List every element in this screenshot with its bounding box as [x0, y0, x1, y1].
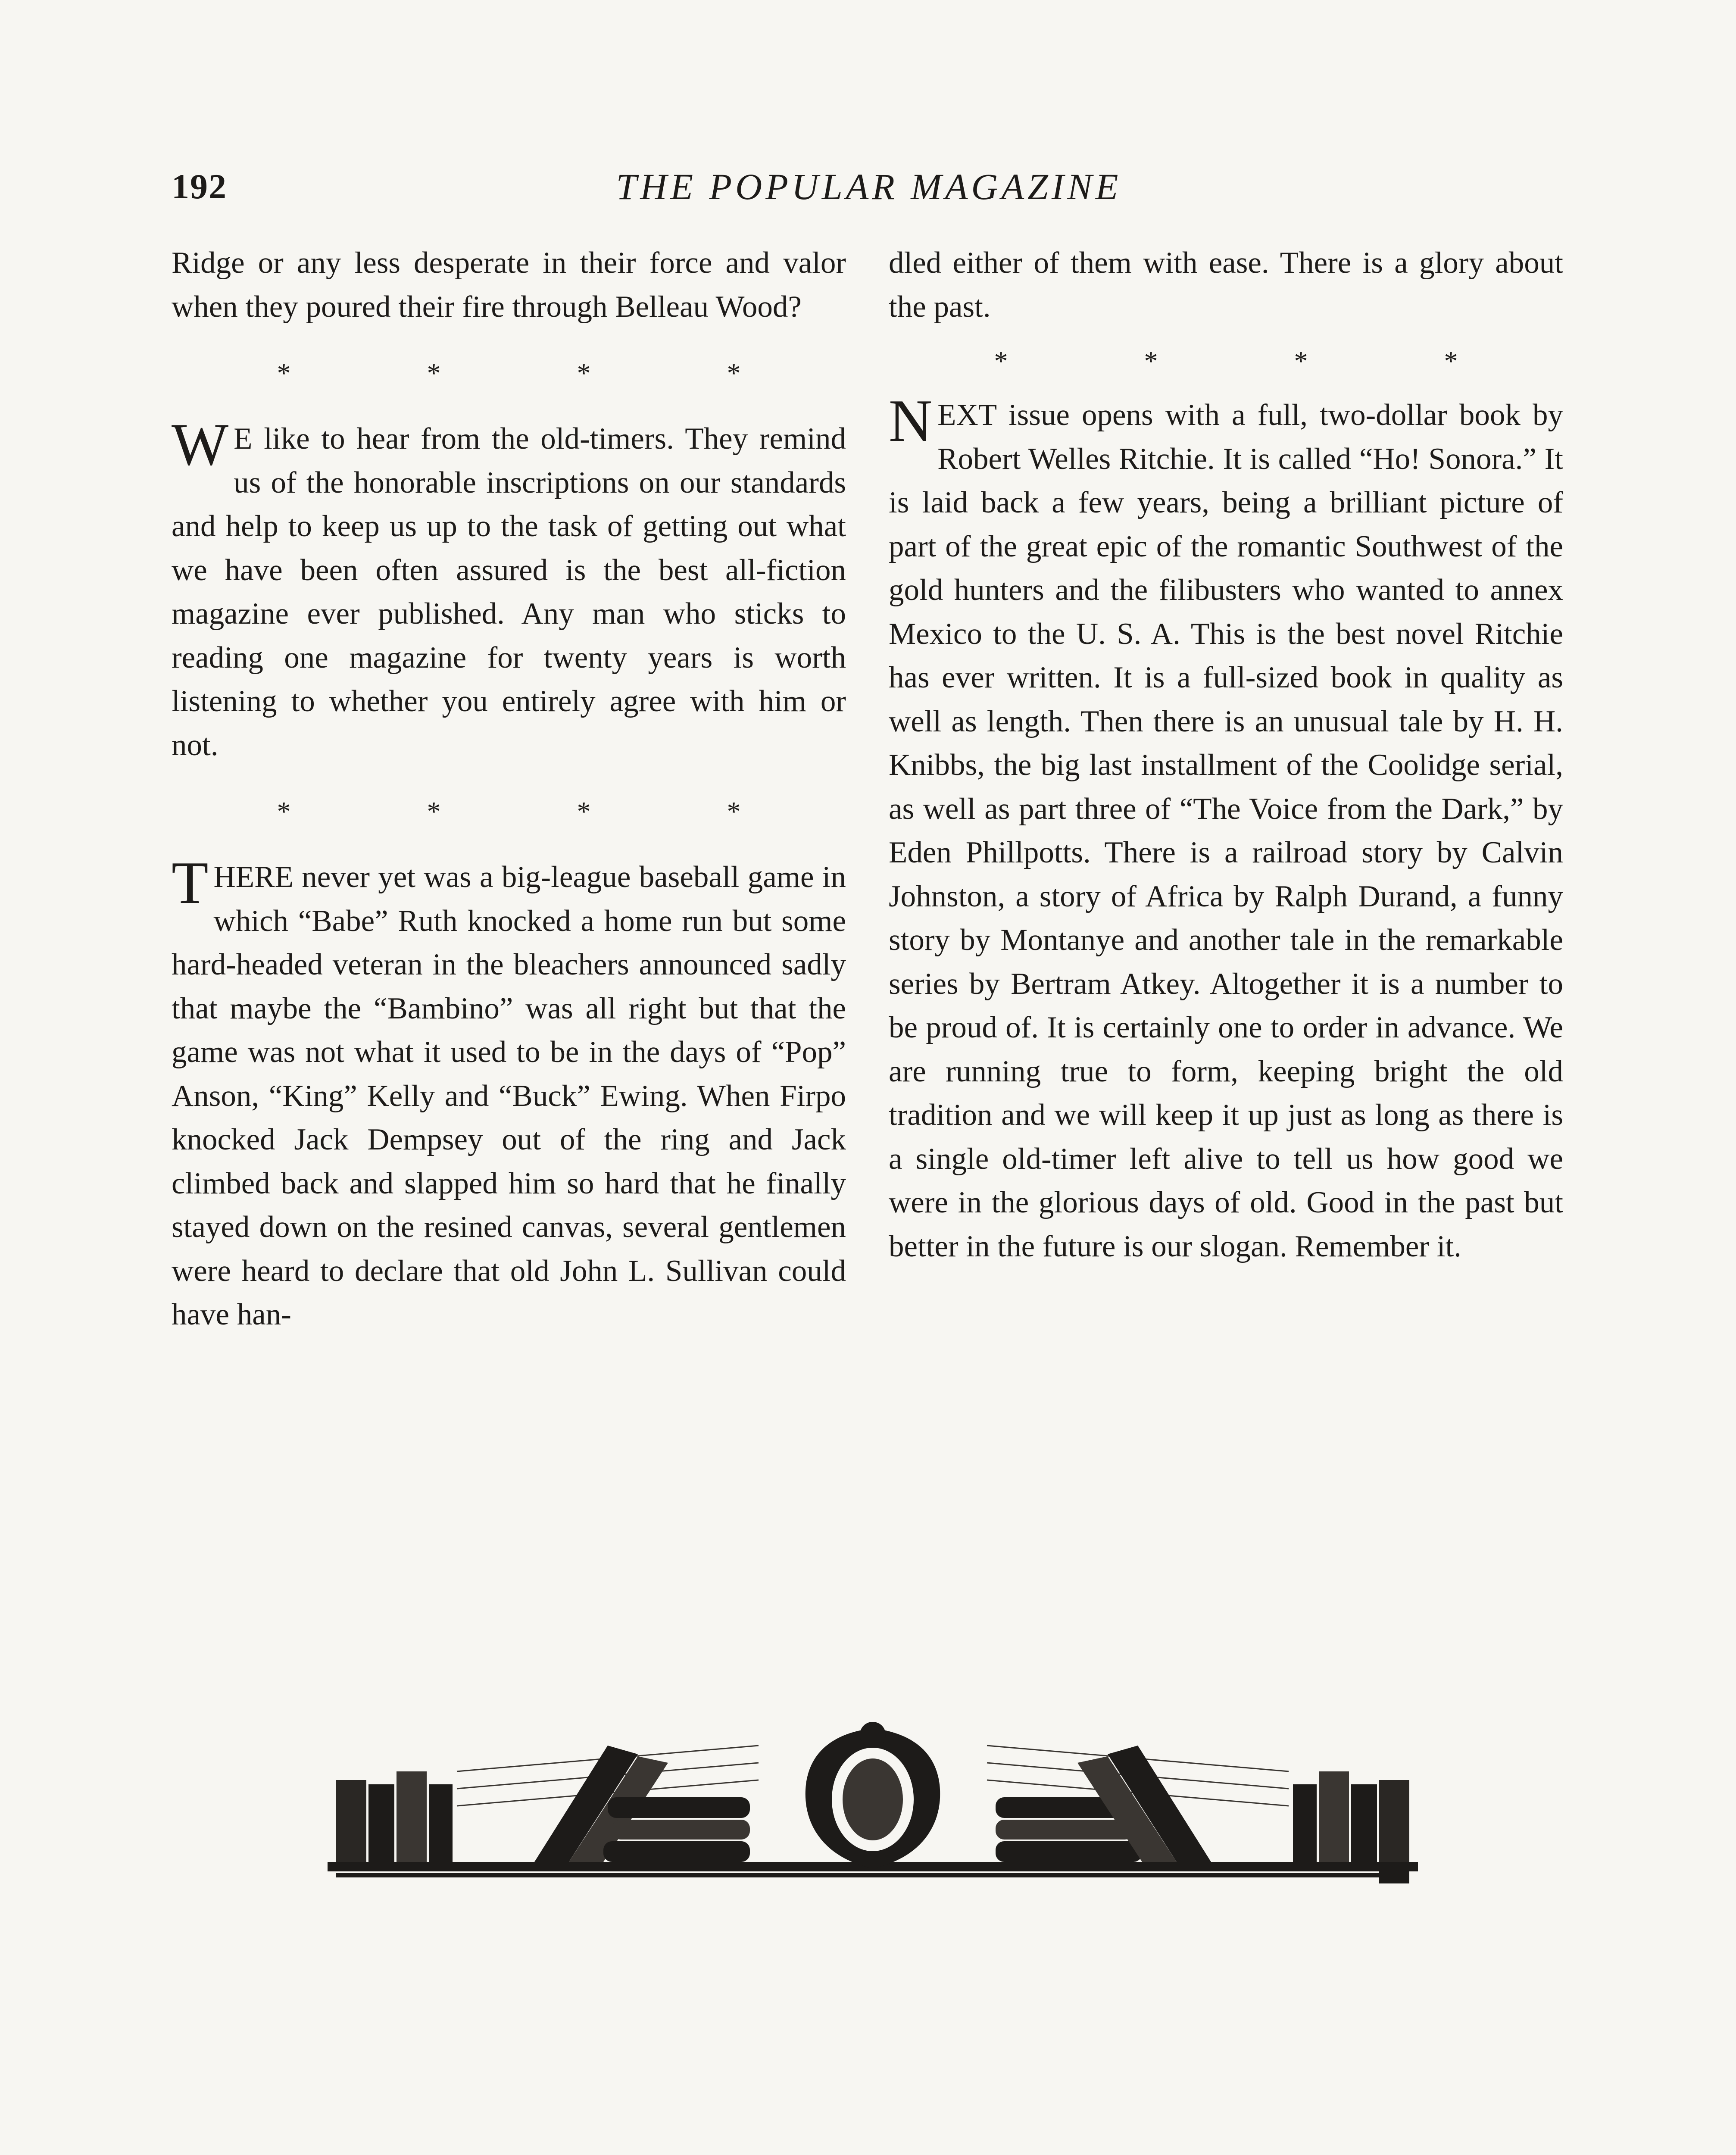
paragraph-continuation: dled either of them with ease. There is a glory about the past.	[889, 246, 1563, 324]
paragraph-text: E like to hear from the old-timers. They remind us of the honorable inscriptions on our standards and help to keep us up to the task of getting out what we have been often assured is the best all-fiction magazine ever published. Any man who sticks to reading one magazine for twenty years is worth listening to whether you entirely agree with him or not.	[172, 422, 846, 762]
drop-cap: W	[172, 411, 229, 478]
paragraph-old-timers	[172, 411, 846, 767]
right-column	[889, 241, 1563, 1268]
section-separator: * * * *	[277, 796, 806, 827]
section-separator: * * * *	[994, 346, 1523, 376]
running-head: THE POPULAR MAGAZINE	[616, 166, 1122, 207]
paragraph-next-issue	[889, 387, 1563, 1268]
page-number: 192	[172, 167, 227, 206]
bookshelf-ornament-icon	[328, 1720, 1418, 1901]
drop-cap: N	[889, 387, 933, 454]
page-header	[172, 163, 1566, 210]
paragraph-text: HERE never yet was a big-league baseball game in which “Babe” Ruth knocked a home run but some hard-headed veteran in the bleachers announced sadly that maybe the “Bambino” was all right but that the game was not what it used to be in the days of “Pop” Anson, “King” Kelly and “Buck” Ewing. When Firpo knocked Jack Dempsey out of the ring and Jack climbed back and slapped him so hard that he finally stayed down on the resined canvas, several gentlemen were heard to declare that old John L. Sullivan could have han-	[172, 860, 846, 1331]
paragraph-text: EXT issue opens with a full, two-dollar book by Robert Welles Ritchie. It is called “Ho! Sonora.” It is laid back a few years, being a brilliant picture of part of the great epic of the romantic Southwest of the gold hunters and the filibusters who wanted to annex Mexico to the U. S. A. This is the best novel Ritchie has ever written. It is a full-sized book in quality as well as length. Then there is an unusual tale by H. H. Knibbs, the big last installment of the Coolidge serial, as well as part three of “The Voice from the Dark,” by Eden Phillpotts. There is a railroad story by Calvin Johnston, a story of Africa by Ralph Durand, a funny story by Montanye and another tale in the remarkable series by Bertram Atkey. Altogether it is a number to be proud of. It is certainly one to order in advance. We are running true to form, keeping bright the old tradition and we will keep it up just as long as there is a single old-timer left alive to tell us how good we were in the glorious days of old. Good in the past but better in the future is our slogan. Remember it.	[889, 398, 1563, 1263]
paragraph-baseball	[172, 850, 846, 1337]
drop-cap: T	[172, 850, 209, 916]
left-column	[172, 241, 846, 1337]
paragraph-continuation: Ridge or any less desperate in their force and valor when they poured their fire through Belleau Wood?	[172, 246, 846, 324]
section-separator: * * * *	[277, 358, 806, 388]
